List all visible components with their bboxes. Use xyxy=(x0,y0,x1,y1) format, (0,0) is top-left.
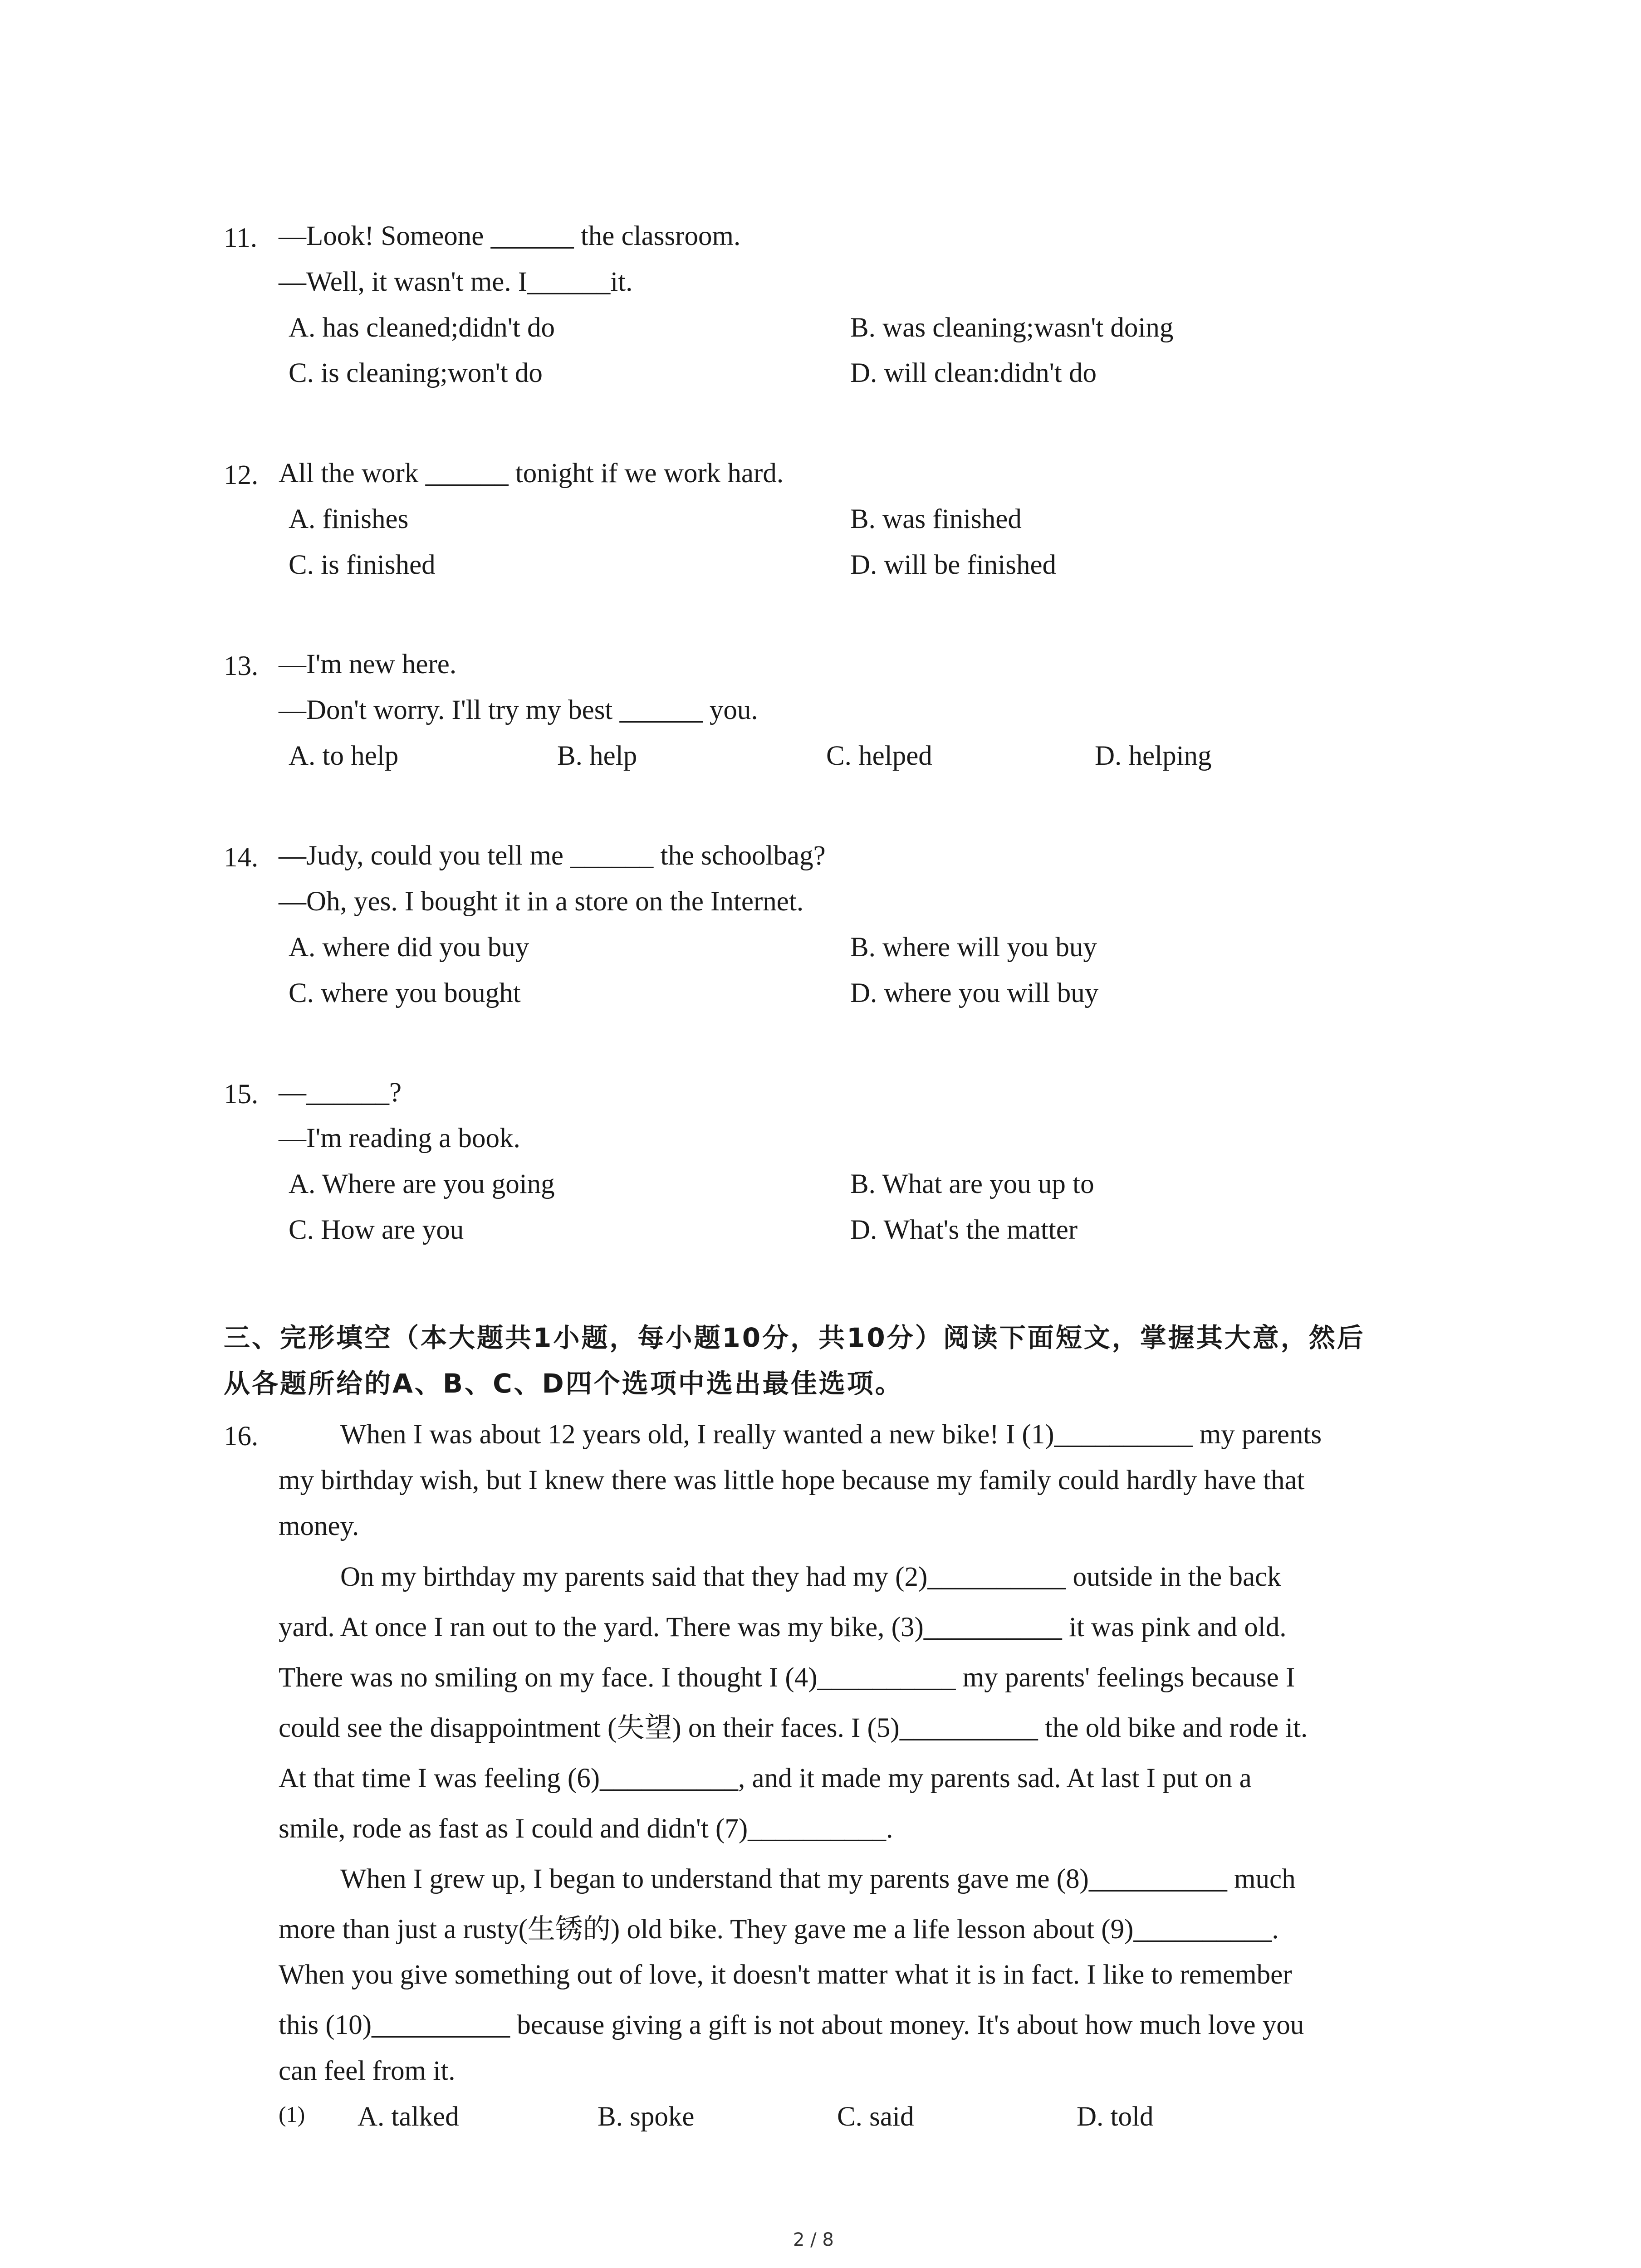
question-number: 15. xyxy=(224,1079,259,1110)
option-a: A. where did you buy xyxy=(289,932,529,963)
passage-line: At that time I was feeling (6)__________, and it made my parents sad. At last I put on a xyxy=(279,1763,1252,1794)
question-line: —I'm new here. xyxy=(279,649,457,679)
question-number: 12. xyxy=(224,460,259,490)
question-number: 13. xyxy=(224,651,259,681)
option-d: D. helping xyxy=(1095,741,1212,771)
passage-line: When you give something out of love, it doesn't matter what it is in fact. I like to remember xyxy=(279,1960,1292,1990)
option-d: D. will clean:didn't do xyxy=(850,358,1097,388)
sub-question-number: (1) xyxy=(279,2102,305,2127)
passage-line: When I was about 12 years old, I really wanted a new bike! I (1)__________ my parents xyxy=(340,1419,1322,1450)
question-line: —Oh, yes. I bought it in a store on the Internet. xyxy=(279,886,804,917)
option-d: D. told xyxy=(1077,2102,1154,2132)
option-b: B. was finished xyxy=(850,504,1022,534)
section-heading-line: 三、完形填空（本大题共1小题，每小题10分，共10分）阅读下面短文，掌握其大意，然后 xyxy=(224,1322,1365,1353)
passage-line: yard. At once I ran out to the yard. There was my bike, (3)__________ it was pink and old. xyxy=(279,1612,1287,1642)
option-c: C. is cleaning;won't do xyxy=(289,358,543,388)
option-d: D. where you will buy xyxy=(850,978,1099,1008)
option-c: C. How are you xyxy=(289,1215,464,1245)
question-line: All the work ______ tonight if we work hard. xyxy=(279,458,784,489)
question-number: 14. xyxy=(224,842,259,873)
option-c: C. is finished xyxy=(289,550,436,580)
option-a: A. finishes xyxy=(289,504,409,534)
question-line: —Judy, could you tell me ______ the schoolbag? xyxy=(279,841,826,871)
passage-line: could see the disappointment (失望) on their faces. I (5)__________ the old bike and rode it. xyxy=(279,1713,1308,1743)
passage-line: money. xyxy=(279,1511,359,1541)
option-c: C. helped xyxy=(826,741,932,771)
option-d: D. will be finished xyxy=(850,550,1057,580)
passage-line: There was no smiling on my face. I thought I (4)__________ my parents' feelings because I xyxy=(279,1662,1295,1693)
option-b: B. What are you up to xyxy=(850,1169,1094,1199)
option-b: B. was cleaning;wasn't doing xyxy=(850,313,1174,343)
question-line: —Look! Someone ______ the classroom. xyxy=(279,221,741,251)
section-heading-line: 从各题所给的A、B、C、D四个选项中选出最佳选项。 xyxy=(224,1368,903,1399)
passage-line: my birthday wish, but I knew there was little hope because my family could hardly have that xyxy=(279,1465,1305,1496)
passage-line: this (10)__________ because giving a gift is not about money. It's about how much love you xyxy=(279,2010,1304,2040)
page-number: 2 / 8 xyxy=(793,2229,834,2250)
passage-line: more than just a rusty(生锈的) old bike. They gave me a life lesson about (9)__________. xyxy=(279,1914,1279,1945)
passage-line: When I grew up, I began to understand that my parents gave me (8)__________ much xyxy=(340,1864,1296,1894)
option-a: A. talked xyxy=(358,2102,459,2132)
question-line: —Don't worry. I'll try my best ______ you. xyxy=(279,695,758,725)
question-number: 11. xyxy=(224,223,257,253)
option-c: C. said xyxy=(837,2102,914,2132)
question-line: —Well, it wasn't me. I______it. xyxy=(279,267,633,297)
option-b: B. help xyxy=(557,741,637,771)
option-b: B. spoke xyxy=(598,2102,695,2132)
option-a: A. has cleaned;didn't do xyxy=(289,313,555,343)
question-line: —I'm reading a book. xyxy=(279,1123,520,1154)
question-number: 16. xyxy=(224,1421,259,1452)
option-a: A. to help xyxy=(289,741,399,771)
option-a: A. Where are you going xyxy=(289,1169,555,1199)
passage-line: can feel from it. xyxy=(279,2056,456,2086)
passage-line: On my birthday my parents said that they had my (2)__________ outside in the back xyxy=(340,1562,1281,1592)
passage-line: smile, rode as fast as I could and didn't (7)__________. xyxy=(279,1813,893,1844)
option-b: B. where will you buy xyxy=(850,932,1097,963)
option-c: C. where you bought xyxy=(289,978,521,1008)
question-line: —______? xyxy=(279,1077,402,1108)
option-d: D. What's the matter xyxy=(850,1215,1078,1245)
